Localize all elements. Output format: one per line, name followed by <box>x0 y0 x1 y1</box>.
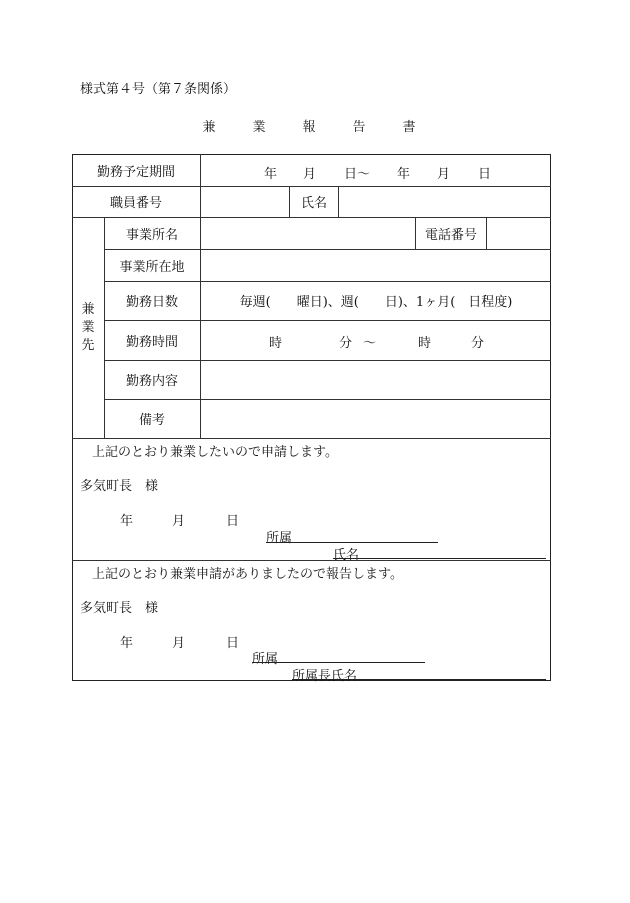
period-label: 勤務予定期間 <box>96 164 175 180</box>
office-address-field[interactable] <box>201 249 551 281</box>
period-day-from: 日～ <box>344 167 371 182</box>
name-field[interactable] <box>339 186 551 217</box>
report-day: 日 <box>226 636 240 651</box>
work-hours-end-hour: 時 <box>418 336 432 351</box>
side-work-label <box>72 217 104 438</box>
office-address-label: 事業所在地 <box>119 259 185 275</box>
report-head-name-line[interactable] <box>292 679 546 680</box>
work-hours-tilde: ～ <box>363 336 377 351</box>
report-statement: 上記のとおり兼業申請がありましたので報告します。 <box>92 567 403 582</box>
period-day-end: 日 <box>478 167 492 182</box>
remarks-field[interactable] <box>201 399 551 438</box>
work-days-field[interactable]: 毎週( 曜日)、週( 日)、1ヶ月( 日程度) <box>239 295 513 310</box>
application-name-label: 氏名 <box>333 548 360 563</box>
report-addressee: 多気町長 様 <box>80 601 159 616</box>
report-affiliation-label: 所属 <box>252 652 279 667</box>
period-year-end: 年 <box>397 167 411 182</box>
phone-field[interactable] <box>487 217 551 249</box>
period-year: 年 <box>264 167 278 182</box>
staff-number-field[interactable] <box>201 186 289 217</box>
phone-label: 電話番号 <box>424 227 477 243</box>
work-content-label: 勤務内容 <box>125 374 178 389</box>
row-divider <box>72 560 551 561</box>
period-month: 月 <box>303 167 317 182</box>
work-hours-start-hour: 時 <box>269 336 283 351</box>
office-name-label: 事業所名 <box>125 227 178 243</box>
side-label-char: 業 <box>81 319 95 335</box>
work-days-label: 勤務日数 <box>125 295 178 310</box>
period-month-end: 月 <box>437 167 451 182</box>
report-affiliation-line[interactable] <box>252 662 425 663</box>
remarks-label: 備考 <box>138 413 165 428</box>
application-statement: 上記のとおり兼業したいので申請します。 <box>92 445 338 460</box>
work-hours-end-minute: 分 <box>471 336 485 351</box>
office-name-field[interactable] <box>201 217 415 249</box>
report-head-name-label: 所属長氏名 <box>292 669 358 684</box>
application-day: 日 <box>226 514 240 529</box>
report-year: 年 <box>120 636 134 651</box>
application-name-line[interactable] <box>333 558 546 559</box>
document-title: 兼 業 報 告 書 <box>202 120 428 135</box>
application-affiliation-line[interactable] <box>266 542 438 543</box>
name-label: 氏名 <box>300 196 327 211</box>
application-month: 月 <box>172 514 186 529</box>
form-number: 様式第４号（第７条関係） <box>80 82 237 97</box>
work-hours-label: 勤務時間 <box>125 334 178 350</box>
side-label-char: 兼 <box>81 301 95 317</box>
staff-number-label: 職員番号 <box>109 196 162 211</box>
report-month: 月 <box>172 636 186 651</box>
application-affiliation-label: 所属 <box>266 531 293 546</box>
side-label-char: 先 <box>81 337 95 353</box>
work-hours-start-minute: 分 <box>339 336 353 351</box>
work-content-field[interactable] <box>201 360 551 399</box>
application-year: 年 <box>120 514 134 529</box>
application-addressee: 多気町長 様 <box>80 479 159 494</box>
row-divider <box>72 438 551 439</box>
